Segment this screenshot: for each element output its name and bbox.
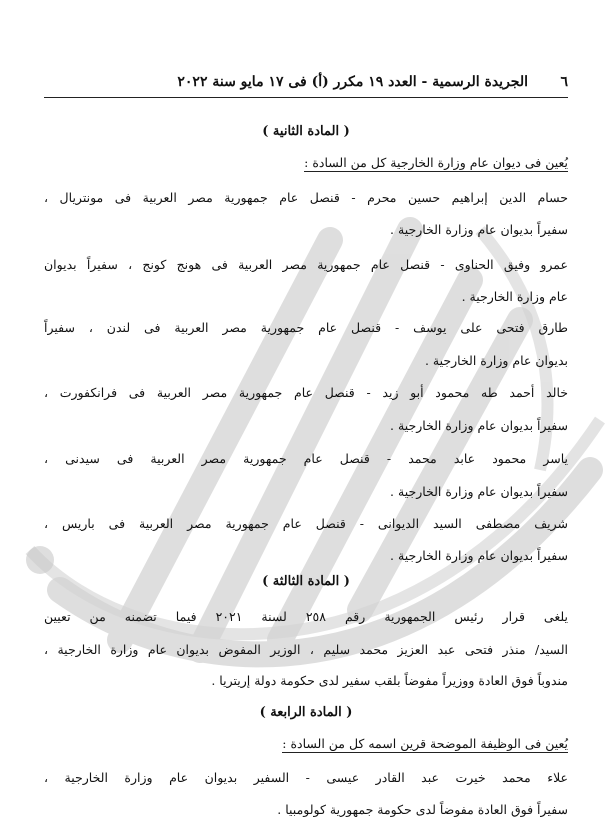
page-number: ٦ bbox=[560, 74, 568, 90]
article-2-line: شريف مصطفى السيد الديوانى - قنصل عام جمهورية مصر العربية فى باريس ، bbox=[44, 516, 568, 531]
article-3-heading: ( المادة الثالثة ) bbox=[262, 574, 350, 589]
article-4-intro bbox=[44, 736, 568, 751]
article-4-line: علاء محمد خيرت عبد القادر عيسى - السفير بديوان عام وزارة الخارجية ، bbox=[44, 770, 568, 785]
watermark-seal bbox=[0, 170, 612, 710]
article-3-line: مندوباً فوق العادة ووزيراً مفوضاً بلقب سفير لدى حكومة دولة إريتريا . bbox=[211, 673, 568, 688]
article-2-line: عام وزارة الخارجية . bbox=[461, 289, 568, 304]
article-3-line: السيد/ منذر فتحى عبد العزيز محمد سليم ، الوزير المفوض بديوان عام وزارة الخارجية ، bbox=[44, 642, 568, 657]
article-2-intro-text: يُعين فى ديوان عام وزارة الخارجية كل من السادة : bbox=[304, 155, 568, 170]
article-2-heading: ( المادة الثانية ) bbox=[262, 124, 350, 139]
article-2-line: سفيراً بديوان عام وزارة الخارجية . bbox=[390, 548, 568, 563]
gazette-title: الجريدة الرسمية - العدد ١٩ مكرر (أ) فى ١٧ مايو سنة ٢٠٢٢ bbox=[177, 74, 528, 90]
article-2-line: حسام الدين إبراهيم حسين محرم - قنصل عام جمهورية مصر العربية فى مونتريال ، bbox=[44, 190, 568, 205]
article-2-intro bbox=[44, 155, 568, 170]
article-4-line: سفيراً فوق العادة مفوضاً لدى حكومة جمهورية كولومبيا . bbox=[277, 802, 568, 817]
article-2-line: طارق فتحى على يوسف - قنصل عام جمهورية مصر العربية فى لندن ، سفيراً bbox=[44, 320, 568, 335]
page-header bbox=[44, 70, 568, 98]
article-2-line: بديوان عام وزارة الخارجية . bbox=[424, 353, 568, 368]
article-4-intro-text: يُعين فى الوظيفة الموضحة قرين اسمه كل من السادة : bbox=[282, 736, 568, 751]
article-2-line: عمرو وفيق الحناوى - قنصل عام جمهورية مصر العربية فى هونج كونج ، سفيراً بديوان bbox=[44, 257, 568, 272]
article-3-line: يلغى قرار رئيس الجمهورية رقم ٢٥٨ لسنة ٢٠٢١ فيما تضمنه من تعيين bbox=[44, 609, 568, 624]
article-4-heading: ( المادة الرابعة ) bbox=[259, 705, 353, 720]
article-2-line: سفيراً بديوان عام وزارة الخارجية . bbox=[390, 222, 568, 237]
article-2-line: ياسر محمود عابد محمد - قنصل عام جمهورية مصر العربية فى سيدنى ، bbox=[44, 451, 568, 466]
article-2-line: خالد أحمد طه محمود أبو زيد - قنصل عام جمهورية مصر العربية فى فرانكفورت ، bbox=[44, 385, 568, 400]
article-2-line: سفيراً بديوان عام وزارة الخارجية . bbox=[390, 484, 568, 499]
article-2-line: سفيراً بديوان عام وزارة الخارجية . bbox=[390, 418, 568, 433]
